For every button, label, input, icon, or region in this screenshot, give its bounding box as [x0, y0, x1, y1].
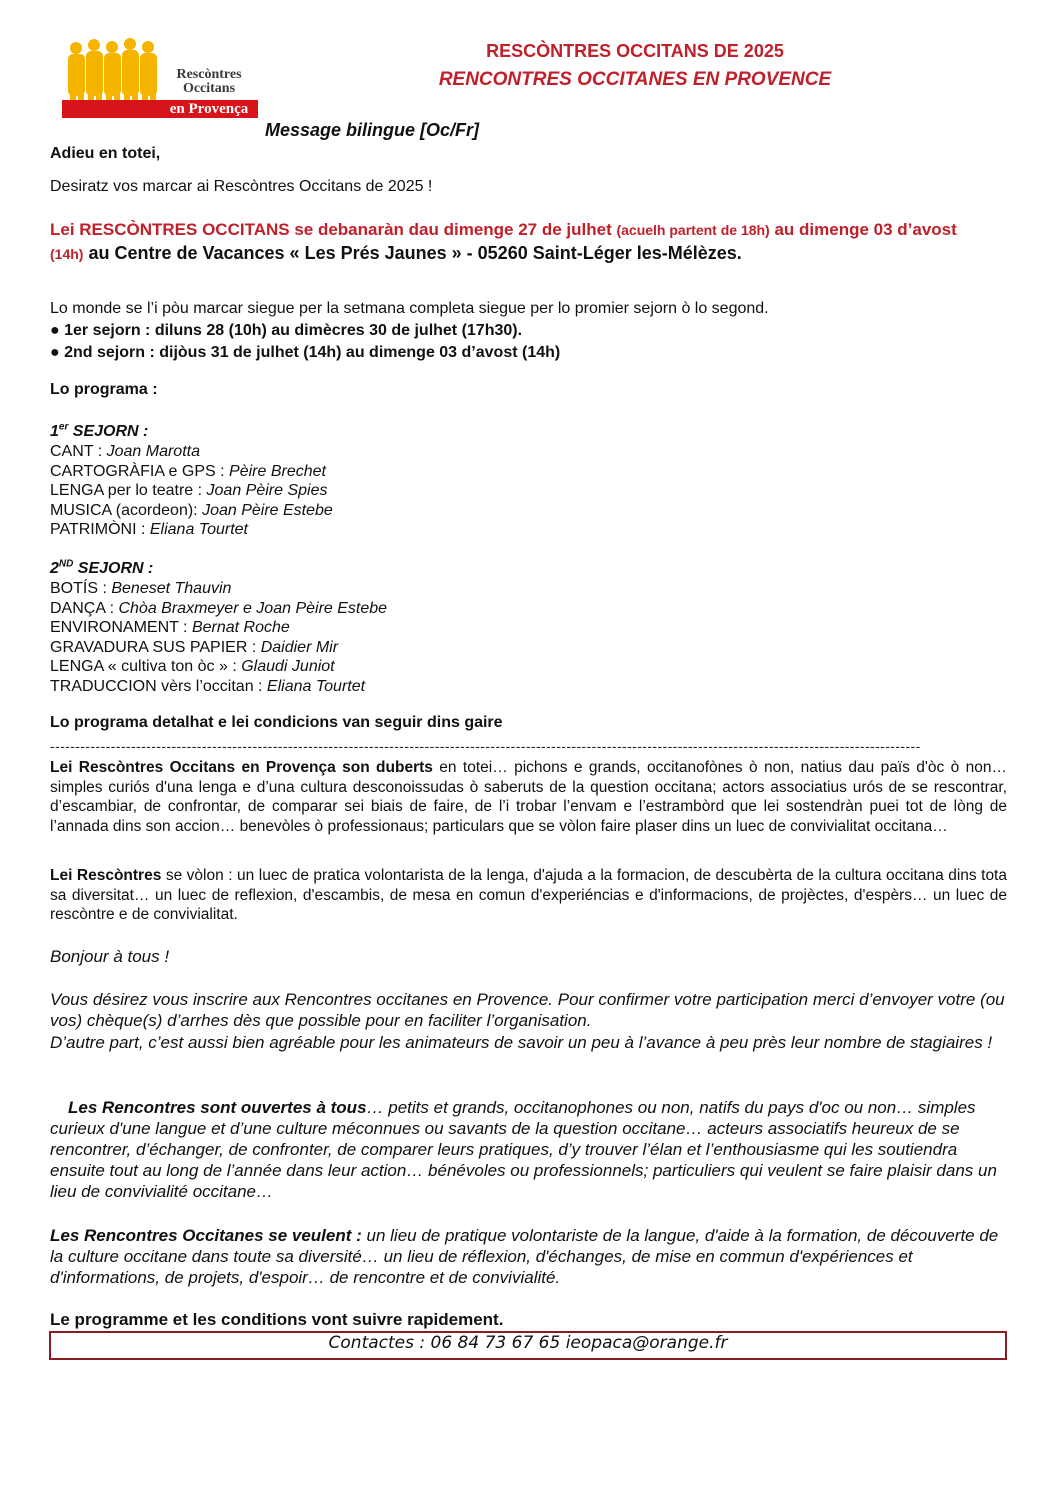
logo-text-line2: Occitans: [182, 81, 236, 96]
separator-dashes: ----------------------------------------------------------------------------------------------------------------------------------------------------------------------------: [50, 738, 921, 754]
sejorn2-list: [50, 579, 387, 697]
sejorn1-list: [50, 442, 333, 540]
french-paragraph-1: Vous désirez vous inscrire aux Rencontres occitanes en Provence. Pour confirmer votre participation merci d’envoyer votre (ou vos) chèque(s) d’arrhes dès que possible pour en faciliter l’organisation.: [50, 990, 1005, 1030]
event-welcome-time: (acuelh partent de 18h): [616, 222, 770, 238]
list-item: ENVIRONAMENT : Bernat Roche: [50, 619, 290, 637]
french-paragraph-4: [50, 1225, 1010, 1288]
sejorn1-sup: er: [58, 421, 69, 433]
french-greeting: Bonjour à tous !: [50, 947, 170, 966]
sejorn1-number: 1: [50, 423, 59, 440]
list-item: BOTÍS : Beneset Thauvin: [50, 580, 232, 597]
list-item: LENGA « cultiva ton òc » : Glaudi Juniot: [50, 658, 335, 676]
french-paragraph-3-lead: Les Rencontres sont ouvertes à tous: [68, 1098, 367, 1117]
program-label: Lo programa :: [50, 381, 158, 398]
occitan-paragraph-1-lead: Lei Rescòntres Occitans en Provença son duberts: [50, 759, 433, 776]
list-item: TRADUCCION vèrs l’occitan : Eliana Tourtet: [50, 677, 366, 695]
sejorn1-heading: [50, 422, 148, 442]
list-item: DANÇA : Chòa Braxmeyer e Joan Pèire Estebe: [50, 599, 388, 617]
occitan-paragraph-2: [50, 866, 1007, 925]
list-item: CARTOGRÀFIA e GPS : Pèire Brechet: [50, 462, 326, 480]
list-item: GRAVADURA SUS PAPIER : Daidier Mir: [50, 638, 339, 656]
event-dates: [50, 218, 980, 266]
event-venue: au Centre de Vacances « Les Prés Jaunes » - 05260 Saint-Léger les-Mélèzes.: [83, 243, 742, 263]
occitan-paragraph-1-body: en totei… pichons e grands, occitanofònes ò non, natius dau païs d'òc ò non… simples curiós d'una lenga e d’una cultura desconoissudas ò saberuts de la question occitana; actors associatius urós de se rescontrar, d’escambiar, de confrontar, de comparar sei biais de faire, de l’i trobar l’envam e l’estrambòrd que lei sostendràn puei tot de lòng de l’annada dins son accion… benevòles ò professionaus; particulars que se vòlon faire plaser dins un luec de convivialitat occitana…: [50, 759, 1007, 835]
french-paragraph-4-body: un lieu de pratique volontariste de la langue, d'aide à la formation, de découverte de la culture occitane dans toute sa diversité… un lieu de réflexion, d'échanges, de mise en commun d'expériences et d'informations, de projets, d'espoir… de rencontre et de convivialité.: [50, 1226, 999, 1287]
contact-info: Contactes : 06 84 73 67 65 ieopaca@orange.fr: [328, 1333, 728, 1353]
list-item: LENGA per lo teatre : Joan Pèire Spies: [50, 482, 328, 500]
logo-text-line3: en Provença: [169, 101, 249, 117]
event-dates-part1: Lei RESCÒNTRES OCCITANS se debanaràn dau dimenge 27 de julhet: [50, 220, 617, 239]
sejorn2-number: 2: [50, 560, 59, 577]
sejorn2-sup: ND: [58, 558, 74, 570]
bilingual-message-label: Message bilingue [Oc/Fr]: [265, 120, 480, 140]
event-end-time: (14h): [50, 246, 84, 262]
sejorn2-title: SEJORN :: [73, 560, 154, 577]
title-occitan: RESCÒNTRES OCCITANS DE 2025: [486, 41, 784, 61]
occitan-greeting: Adieu en totei,: [50, 145, 161, 162]
occitan-paragraph-2-lead: Lei Rescòntres: [50, 867, 162, 884]
french-paragraph-2: D’autre part, c’est aussi bien agréable pour les animateurs de savoir un peu à l’avance à peu près leur nombre de stagiaires !: [50, 1033, 993, 1052]
title-french: RENCONTRES OCCITANES EN PROVENCE: [438, 69, 832, 90]
occitan-intro: Desiratz vos marcar ai Rescòntres Occitans de 2025 !: [50, 178, 433, 195]
french-closing: Le programme et les conditions vont suivre rapidement.: [50, 1310, 504, 1329]
logo-text-line1: Rescòntres: [176, 67, 242, 82]
french-paragraph-4-lead: Les Rencontres Occitanes se veulent :: [50, 1226, 362, 1245]
list-item: CANT : Joan Marotta: [50, 443, 200, 460]
logo: [62, 38, 258, 120]
sejorn1-title: SEJORN :: [68, 423, 149, 440]
stay-1: ● 1er sejorn : diluns 28 (10h) au dimècres 30 de julhet (17h30).: [50, 322, 523, 339]
event-dates-part2: au dimenge 03 d’avost: [769, 220, 957, 239]
french-paragraph-3-body: … petits et grands, occitanophones ou non, natifs du pays d'oc ou non… simples curieux d'une langue et d’une culture méconnues ou savants de la question occitane… acteurs associatifs heureux de se rencontrer, d’échanger, de confronter, de comparer leurs pratiques, d’y trouver l’élan et l’enthousiasme qui les soutiendra ensuite tout au long de l’année dans leur action… bénévoles ou professionnels; particuliers qui veulent se faire plaisir dans un lieu de convivialité occitane…: [50, 1098, 997, 1201]
registration-info: Lo monde se l’i pòu marcar siegue per la setmana completa siegue per lo promier sejorn ò lo segond.: [50, 300, 769, 317]
french-paragraph-3: [50, 1097, 1010, 1202]
occitan-paragraph-1: [50, 758, 1007, 836]
list-item: PATRIMÒNI : Eliana Tourtet: [50, 521, 248, 539]
sejorn2-heading: [50, 559, 153, 579]
list-item: MUSICA (acordeon): Joan Pèire Estebe: [50, 501, 333, 519]
stay-2: ● 2nd sejorn : dijòus 31 de julhet (14h) au dimenge 03 d’avost (14h): [50, 344, 561, 361]
program-detail-note: Lo programa detalhat e lei condicions van seguir dins gaire: [50, 714, 503, 731]
occitan-paragraph-2-body: se vòlon : un luec de pratica volontarista de la lenga, d'ajuda a la formacion, de descubèrta de la cultura occitana dins tota sa diversitat… un luec de reflexion, d'escambis, de mesa en comun d'experiéncias e d'informacions, de projèctes, d'espèrs… un luec de rescòntre e de convivialitat.: [50, 867, 1007, 923]
